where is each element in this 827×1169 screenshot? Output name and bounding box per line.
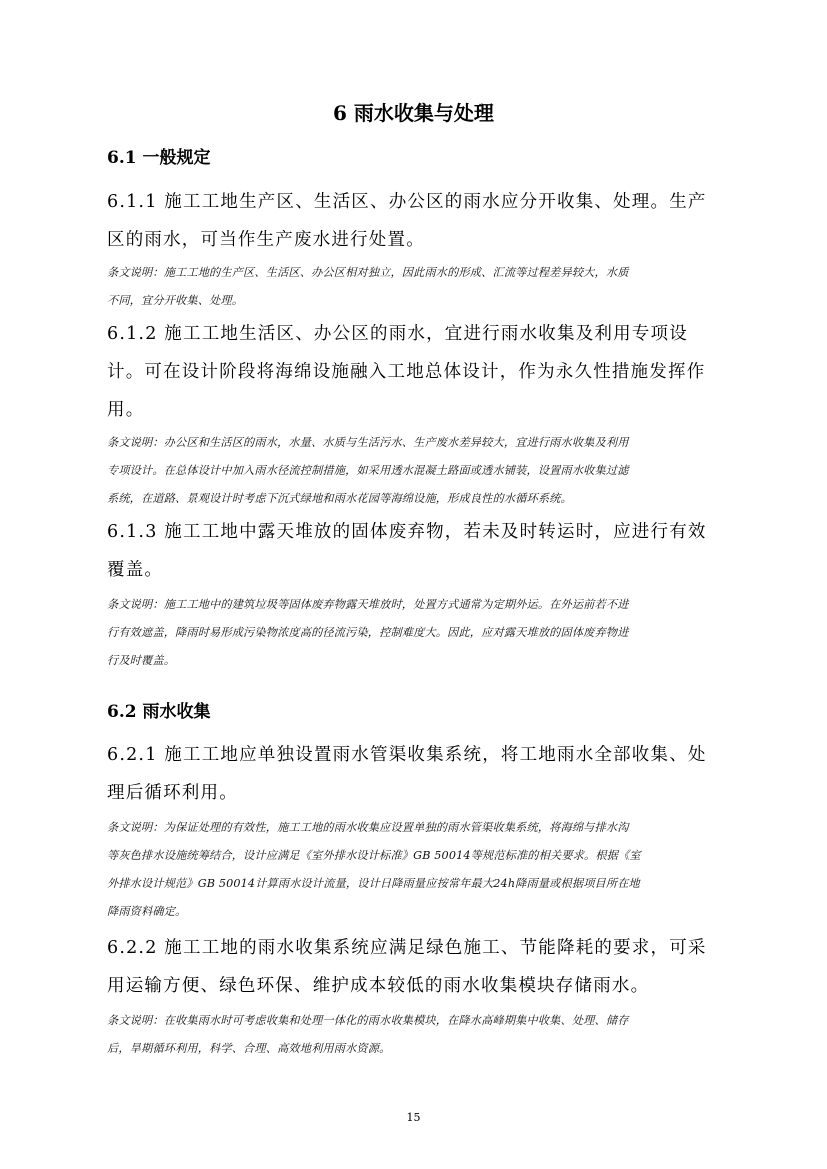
clause-6-1-3-note-line-2: 行有效遮盖，降雨时易形成污染物浓度高的径流污染，控制难度大。因此，应对露天堆放的固体废弃物进 — [107, 626, 629, 639]
clause-6-2-1-line-2: 理后循环利用。 — [107, 783, 238, 803]
clause-6-1-3-line-2: 覆盖。 — [107, 560, 164, 580]
clause-6-1-1-note-line-2: 不同，宜分开收集、处理。 — [107, 294, 244, 307]
clause-6-1-3-note-line-1: 条文说明：施工工地中的建筑垃圾等固体废弃物露天堆放时，处置方式通常为定期外运。在外运前若不进 — [107, 598, 629, 611]
section-heading-6-1: 6.1 一般规定 — [107, 148, 211, 168]
clause-6-2-1-line-1: 6.2.1 施工工地应单独设置雨水管渠收集系统，将工地雨水全部收集、处 — [107, 745, 707, 765]
clause-6-1-2-line-1: 6.1.2 施工工地生活区、办公区的雨水，宜进行雨水收集及利用专项设 — [107, 324, 688, 344]
clause-6-1-2-line-2: 计。可在设计阶段将海绵设施融入工地总体设计，作为永久性措施发挥作 — [107, 362, 706, 382]
page-number: 15 — [406, 1111, 421, 1124]
clause-6-2-1-note-line-4: 降雨资料确定。 — [107, 905, 187, 918]
clause-6-1-2-note-line-3: 系统，在道路、景观设计时考虑下沉式绿地和雨水花园等海绵设施，形成良性的水循环系统。 — [107, 492, 572, 505]
chapter-title: 6 雨水收集与处理 — [333, 101, 494, 125]
clause-6-1-2-note-line-1: 条文说明：办公区和生活区的雨水，水量、水质与生活污水、生产废水差异较大，宜进行雨水收集及利用 — [107, 436, 629, 449]
clause-6-1-3-note-line-3: 行及时覆盖。 — [107, 654, 176, 667]
clause-6-2-2-line-2: 用运输方便、绿色环保、维护成本较低的雨水收集模块存储雨水。 — [107, 976, 650, 996]
clause-6-2-2-note-line-1: 条文说明：在收集雨水时可考虑收集和处理一体化的雨水收集模块，在降水高峰期集中收集、处理、储存 — [107, 1014, 629, 1027]
clause-6-2-1-note-line-1: 条文说明：为保证处理的有效性，施工工地的雨水收集应设置单独的雨水管渠收集系统，将海绵与排水沟 — [107, 821, 629, 834]
section-heading-6-2: 6.2 雨水收集 — [107, 702, 211, 722]
clause-6-1-1-note-line-1: 条文说明：施工工地的生产区、生活区、办公区相对独立，因此雨水的形成、汇流等过程差异较大，水质 — [107, 266, 629, 279]
clause-6-2-1-note-line-2: 等灰色排水设施统筹结合，设计应满足《室外排水设计标准》GB 50014等规范标准的相关要求。根据《室 — [107, 849, 641, 862]
clause-6-2-2-note-line-2: 后，旱期循环利用，科学、合理、高效地利用雨水资源。 — [107, 1042, 391, 1055]
clause-6-1-1-line-2: 区的雨水，可当作生产废水进行处置。 — [107, 230, 425, 250]
clause-6-2-2-line-1: 6.2.2 施工工地的雨水收集系统应满足绿色施工、节能降耗的要求，可采 — [107, 938, 707, 958]
clause-6-1-2-line-3: 用。 — [107, 400, 145, 420]
clause-6-1-2-note-line-2: 专项设计。在总体设计中加入雨水径流控制措施，如采用透水混凝土路面或透水铺装，设置雨水收集过滤 — [107, 464, 629, 477]
clause-6-2-1-note-line-3: 外排水设计规范》GB 50014计算雨水设计流量，设计日降雨量应按常年最大24h降雨量或根据项目所在地 — [107, 877, 640, 890]
clause-6-1-3-line-1: 6.1.3 施工工地中露天堆放的固体废弃物，若未及时转运时，应进行有效 — [107, 522, 707, 542]
clause-6-1-1-line-1: 6.1.1 施工工地生产区、生活区、办公区的雨水应分开收集、处理。生产 — [107, 192, 707, 212]
